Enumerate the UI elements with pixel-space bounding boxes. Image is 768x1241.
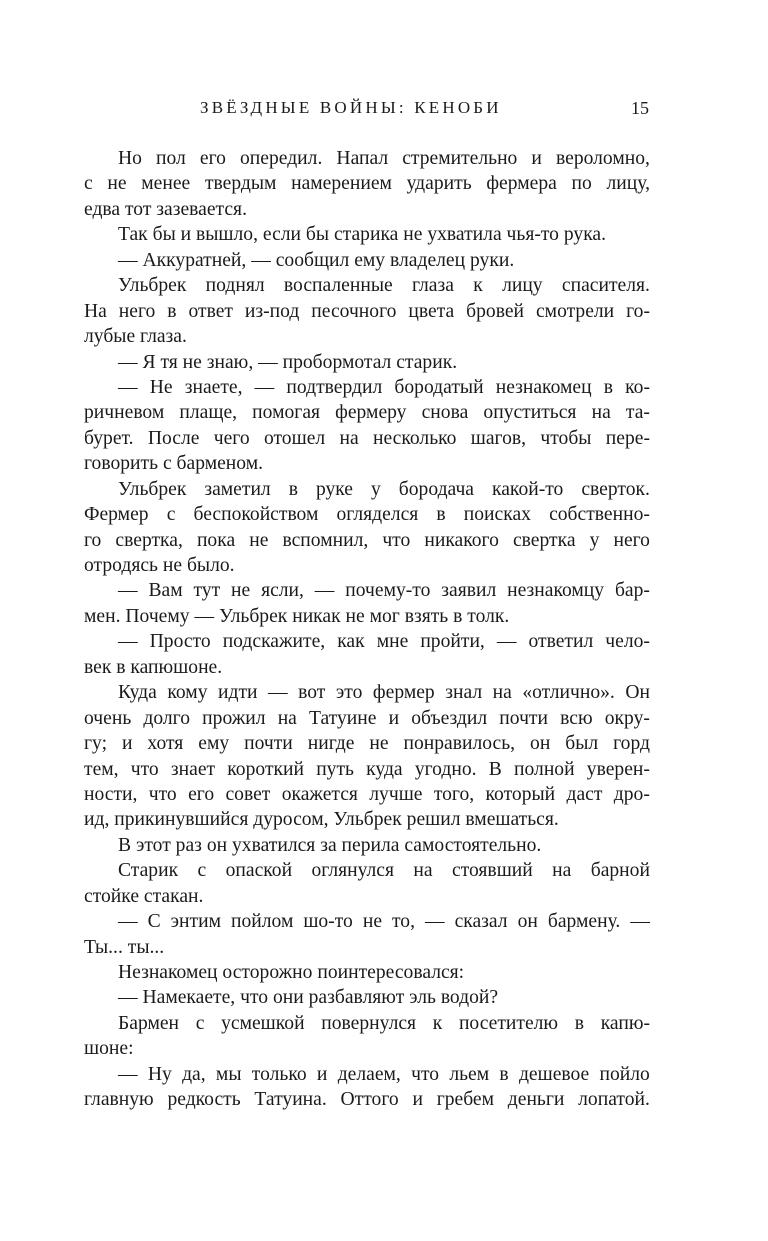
text-line: — Вам тут не ясли, — почему-то заявил незнакомцу бар- [118, 580, 650, 602]
text-line: едва тот зазевается. [84, 198, 247, 220]
text-line: ид, прикинувшийся дуросом, Ульбрек решил вмешаться. [84, 809, 559, 831]
text-line: Куда кому идти — вот это фермер знал на «отлично». Он [118, 682, 650, 704]
text-line: На него в ответ из-под песочного цвета бровей смотрели го- [84, 300, 650, 322]
text-line: Но пол его опередил. Напал стремительно и вероломно, [118, 148, 650, 169]
text-line: — Не знаете, — подтвердил бородатый незнакомец в ко- [118, 376, 650, 398]
text-line: отродясь не было. [84, 555, 235, 576]
text-line: век в капюшоне. [84, 656, 223, 678]
text-line: главную редкость Татуина. Оттого и гребем деньги лопатой. [84, 1089, 650, 1111]
text-line: мен. Почему — Ульбрек никак не мог взять в толк. [84, 605, 510, 627]
text-line: шоне: [84, 1038, 134, 1060]
text-line: Ульбрек поднял воспаленные глаза к лицу спасителя. [118, 275, 650, 297]
text-line: — Намекаете, что они разбавляют эль водой? [118, 987, 499, 1009]
running-head [0, 95, 768, 121]
text-line: с не менее твердым намерением ударить фермера по лицу, [84, 173, 650, 195]
text-line: лубые глаза. [84, 326, 187, 348]
text-line: — Я тя не знаю, — пробормотал старик. [118, 351, 458, 373]
text-line: Бармен с усмешкой повернулся к посетителю в капю- [118, 1012, 650, 1034]
text-line: Ульбрек заметил в руке у бородача какой-то сверток. [118, 478, 650, 500]
text-line: говорить с барменом. [84, 453, 264, 475]
text-line: Старик с опаской оглянулся на стоявший на барной [118, 860, 650, 882]
text-line: Ты... ты... [84, 936, 165, 958]
text-line: очень долго прожил на Татуине и объездил почти всю окру- [84, 707, 650, 729]
text-line: ричневом плаще, помогая фермеру снова опуститься на та- [84, 402, 650, 424]
text-line: стойке стакан. [84, 885, 204, 907]
text-line: го свертка, пока не вспомнил, что никакого свертка у него [84, 529, 650, 551]
text-line: — Аккуратней, — сообщил ему владелец руки. [118, 249, 515, 271]
text-line: гу; и хотя ему почти нигде не понравилось, он был горд [84, 733, 650, 755]
text-line: В этот раз он ухватился за перила самостоятельно. [118, 834, 542, 856]
text-line: — Ну да, мы только и делаем, что льем в дешевое пойло [118, 1063, 650, 1085]
text-line: — С энтим пойлом шо-то не то, — сказал он бармену. — [118, 911, 650, 933]
page-number: 15 [631, 98, 649, 118]
text-line: — Просто подскажите, как мне пройти, — ответил чело- [118, 631, 650, 653]
text-line: бурет. После чего отошел на несколько шагов, чтобы пере- [84, 427, 650, 449]
body-text [84, 146, 650, 1113]
text-line: Так бы и вышло, если бы старика не ухватила чья-то рука. [118, 224, 607, 246]
text-line: Незнакомец осторожно поинтересовался: [118, 962, 465, 983]
text-line: тем, что знает короткий путь куда угодно. В полной уверен- [84, 758, 650, 780]
running-title: ЗВЁЗДНЫЕ ВОЙНЫ: КЕНОБИ [200, 98, 502, 117]
text-line: Фермер с беспокойством огляделся в поисках собственно- [84, 504, 650, 526]
text-line: ности, что его совет окажется лучше того, который даст дро- [84, 783, 650, 805]
